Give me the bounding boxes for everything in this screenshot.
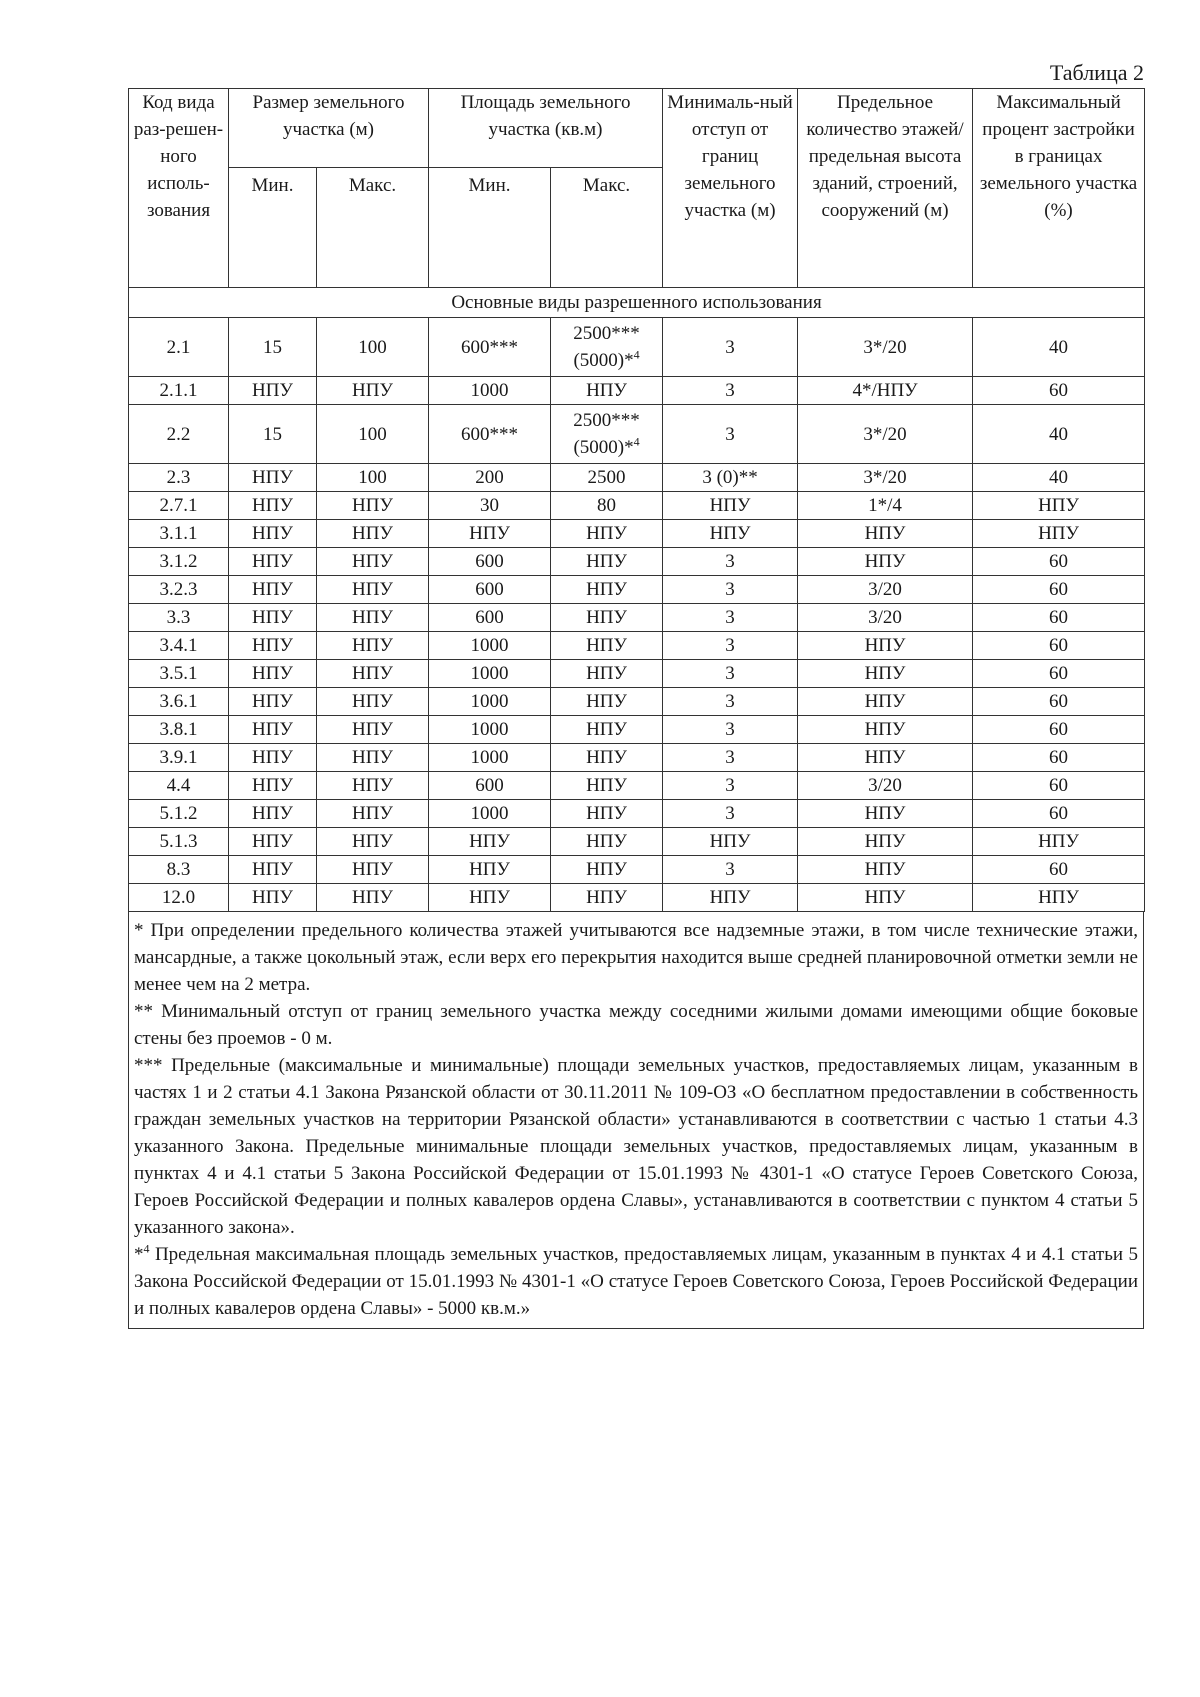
cell-area-min: 600*** bbox=[429, 405, 551, 464]
table-caption: Таблица 2 bbox=[1049, 60, 1144, 85]
cell-area-min: 200 bbox=[429, 464, 551, 492]
cell-setback: НПУ bbox=[663, 520, 798, 548]
cell-size-max: НПУ bbox=[317, 576, 429, 604]
cell-area-min: 600 bbox=[429, 576, 551, 604]
header-size-max: Макс. bbox=[317, 168, 429, 288]
cell-area-max: НПУ bbox=[551, 884, 663, 912]
cell-size-max: НПУ bbox=[317, 744, 429, 772]
cell-setback: 3 bbox=[663, 576, 798, 604]
cell-size-min: 15 bbox=[229, 405, 317, 464]
cell-floors: 3*/20 bbox=[798, 405, 973, 464]
cell-coverage: 60 bbox=[973, 800, 1145, 828]
table-row bbox=[129, 520, 1145, 548]
cell-coverage: НПУ bbox=[973, 884, 1145, 912]
cell-size-max: НПУ bbox=[317, 492, 429, 520]
cell-setback: НПУ bbox=[663, 884, 798, 912]
cell-area-min: 1000 bbox=[429, 632, 551, 660]
cell-size-max: НПУ bbox=[317, 856, 429, 884]
cell-coverage: 40 bbox=[973, 318, 1145, 377]
cell-floors: 4*/НПУ bbox=[798, 377, 973, 405]
cell-area-max: 2500*** (5000)*$^4$ bbox=[551, 405, 663, 464]
cell-coverage: 60 bbox=[973, 772, 1145, 800]
cell-code: 3.5.1 bbox=[129, 660, 229, 688]
cell-coverage: 60 bbox=[973, 377, 1145, 405]
table-row bbox=[129, 716, 1145, 744]
table-row bbox=[129, 772, 1145, 800]
cell-area-max: НПУ bbox=[551, 772, 663, 800]
cell-code: 8.3 bbox=[129, 856, 229, 884]
cell-floors: НПУ bbox=[798, 660, 973, 688]
table-row bbox=[129, 632, 1145, 660]
cell-floors: 3/20 bbox=[798, 772, 973, 800]
cell-code: 2.3 bbox=[129, 464, 229, 492]
cell-coverage: 40 bbox=[973, 464, 1145, 492]
table-row bbox=[129, 688, 1145, 716]
cell-area-max: НПУ bbox=[551, 716, 663, 744]
cell-setback: 3 bbox=[663, 688, 798, 716]
cell-coverage: НПУ bbox=[973, 492, 1145, 520]
cell-floors: 3*/20 bbox=[798, 464, 973, 492]
cell-coverage: 60 bbox=[973, 604, 1145, 632]
cell-floors: 3/20 bbox=[798, 604, 973, 632]
table-row bbox=[129, 405, 1145, 464]
cell-setback: 3 bbox=[663, 632, 798, 660]
cell-area-max: НПУ bbox=[551, 548, 663, 576]
cell-size-min: НПУ bbox=[229, 464, 317, 492]
cell-floors: НПУ bbox=[798, 548, 973, 576]
cell-setback: 3 bbox=[663, 405, 798, 464]
header-floors: Предельное количество этажей/ предельная высота зданий, строений, сооружений (м) bbox=[798, 89, 973, 288]
cell-code: 3.8.1 bbox=[129, 716, 229, 744]
cell-floors: НПУ bbox=[798, 688, 973, 716]
cell-setback: 3 bbox=[663, 744, 798, 772]
cell-setback: 3 bbox=[663, 318, 798, 377]
cell-size-min: НПУ bbox=[229, 744, 317, 772]
cell-setback: 3 bbox=[663, 800, 798, 828]
cell-size-max: НПУ bbox=[317, 716, 429, 744]
cell-code: 5.1.3 bbox=[129, 828, 229, 856]
table-row bbox=[129, 884, 1145, 912]
cell-setback: 3 bbox=[663, 377, 798, 405]
table-row bbox=[129, 828, 1145, 856]
table-body bbox=[129, 288, 1145, 912]
cell-area-min: 30 bbox=[429, 492, 551, 520]
cell-area-min: 1000 bbox=[429, 688, 551, 716]
cell-code: 2.7.1 bbox=[129, 492, 229, 520]
cell-area-max: НПУ bbox=[551, 576, 663, 604]
cell-size-min: НПУ bbox=[229, 772, 317, 800]
cell-area-max: НПУ bbox=[551, 800, 663, 828]
header-area-min: Мин. bbox=[429, 168, 551, 288]
cell-area-min: 600*** bbox=[429, 318, 551, 377]
cell-code: 2.2 bbox=[129, 405, 229, 464]
cell-setback: 3 bbox=[663, 548, 798, 576]
cell-area-min: 600 bbox=[429, 548, 551, 576]
cell-size-max: НПУ bbox=[317, 632, 429, 660]
cell-floors: НПУ bbox=[798, 716, 973, 744]
cell-size-max: 100 bbox=[317, 405, 429, 464]
cell-size-max: НПУ bbox=[317, 520, 429, 548]
cell-area-min: 1000 bbox=[429, 660, 551, 688]
footnote-2: ** Минимальный отступ от границ земельного участка между соседними жилыми домами имеющими общие боковые стены без проемов - 0 м. bbox=[134, 1001, 1138, 1049]
cell-code: 12.0 bbox=[129, 884, 229, 912]
footnote-4: *$^4$ Предельная максимальная площадь земельных участков, предоставляемых лицам, указанным в пунктах 4 и 4.1 статьи 5 Закона Российской Федерации от 15.01.1993 № 4301-1 «О статусе Героев Советского Союза, Героев Российской Федерации и полных кавалеров ордена Славы» - 5000 кв.м.» bbox=[134, 1241, 1138, 1319]
cell-size-max: НПУ bbox=[317, 688, 429, 716]
cell-area-max: НПУ bbox=[551, 632, 663, 660]
cell-coverage: 60 bbox=[973, 744, 1145, 772]
cell-size-min: НПУ bbox=[229, 492, 317, 520]
cell-size-max: НПУ bbox=[317, 884, 429, 912]
cell-area-min: 1000 bbox=[429, 377, 551, 405]
cell-size-min: 15 bbox=[229, 318, 317, 377]
cell-code: 3.1.2 bbox=[129, 548, 229, 576]
cell-coverage: 60 bbox=[973, 576, 1145, 604]
cell-code: 3.4.1 bbox=[129, 632, 229, 660]
table-row bbox=[129, 464, 1145, 492]
table-row bbox=[129, 604, 1145, 632]
cell-setback: 3 bbox=[663, 716, 798, 744]
header-setback: Минималь-ный отступ от границ земельного участка (м) bbox=[663, 89, 798, 288]
cell-area-min: 1000 bbox=[429, 744, 551, 772]
cell-coverage: НПУ bbox=[973, 828, 1145, 856]
cell-area-max: НПУ bbox=[551, 604, 663, 632]
table-row bbox=[129, 660, 1145, 688]
cell-area-max: 2500*** (5000)*$^4$ bbox=[551, 318, 663, 377]
cell-area-max: НПУ bbox=[551, 377, 663, 405]
cell-area-max: 80 bbox=[551, 492, 663, 520]
cell-size-max: НПУ bbox=[317, 772, 429, 800]
cell-size-min: НПУ bbox=[229, 604, 317, 632]
cell-code: 3.6.1 bbox=[129, 688, 229, 716]
cell-size-max: НПУ bbox=[317, 828, 429, 856]
cell-area-max: НПУ bbox=[551, 520, 663, 548]
cell-area-min: НПУ bbox=[429, 520, 551, 548]
cell-size-min: НПУ bbox=[229, 828, 317, 856]
table-row bbox=[129, 576, 1145, 604]
header-size-min: Мин. bbox=[229, 168, 317, 288]
cell-setback: 3 bbox=[663, 856, 798, 884]
cell-size-min: НПУ bbox=[229, 716, 317, 744]
cell-coverage: 60 bbox=[973, 688, 1145, 716]
cell-area-min: 1000 bbox=[429, 716, 551, 744]
cell-floors: 1*/4 bbox=[798, 492, 973, 520]
cell-code: 5.1.2 bbox=[129, 800, 229, 828]
cell-setback: 3 bbox=[663, 660, 798, 688]
cell-area-min: НПУ bbox=[429, 856, 551, 884]
cell-coverage: 60 bbox=[973, 632, 1145, 660]
cell-size-min: НПУ bbox=[229, 576, 317, 604]
table-row bbox=[129, 744, 1145, 772]
cell-floors: 3/20 bbox=[798, 576, 973, 604]
cell-area-min: НПУ bbox=[429, 828, 551, 856]
cell-area-max: 2500 bbox=[551, 464, 663, 492]
section-title: Основные виды разрешенного использования bbox=[129, 288, 1145, 318]
cell-area-max: НПУ bbox=[551, 660, 663, 688]
cell-setback: НПУ bbox=[663, 492, 798, 520]
cell-floors: 3*/20 bbox=[798, 318, 973, 377]
regulations-table bbox=[128, 88, 1145, 912]
cell-size-max: 100 bbox=[317, 318, 429, 377]
cell-code: 4.4 bbox=[129, 772, 229, 800]
cell-floors: НПУ bbox=[798, 520, 973, 548]
cell-floors: НПУ bbox=[798, 744, 973, 772]
cell-area-max: НПУ bbox=[551, 688, 663, 716]
cell-size-min: НПУ bbox=[229, 800, 317, 828]
footnotes bbox=[128, 912, 1144, 1329]
cell-setback: 3 (0)** bbox=[663, 464, 798, 492]
table-row bbox=[129, 856, 1145, 884]
cell-code: 3.1.1 bbox=[129, 520, 229, 548]
cell-size-max: НПУ bbox=[317, 548, 429, 576]
table-row bbox=[129, 318, 1145, 377]
cell-area-min: 600 bbox=[429, 772, 551, 800]
cell-coverage: НПУ bbox=[973, 520, 1145, 548]
cell-size-min: НПУ bbox=[229, 688, 317, 716]
cell-size-max: 100 bbox=[317, 464, 429, 492]
cell-setback: 3 bbox=[663, 604, 798, 632]
footnote-3: *** Предельные (максимальные и минимальные) площади земельных участков, предоставляемых лицам, указанным в частях 1 и 2 статьи 4.1 Закона Рязанской области от 30.11.2011 № 109-ОЗ «О бесплатном предоставлении в собственность граждан земельных участков на территории Рязанской области» устанавливаются в соответствии с частью 1 статьи 4.3 указанного Закона. Предельные минимальные площади земельных участков, предоставляемых лицам, указанным в пунктах 4 и 4.1 статьи 5 Закона Российской Федерации от 15.01.1993 № 4301-1 «О статусе Героев Советского Союза, Героев Российской Федерации и полных кавалеров ордена Славы», устанавливаются в соответствии с пунктом 4 статьи 5 указанного закона». bbox=[134, 1055, 1138, 1238]
cell-size-min: НПУ bbox=[229, 660, 317, 688]
cell-area-min: 600 bbox=[429, 604, 551, 632]
cell-coverage: 60 bbox=[973, 660, 1145, 688]
cell-coverage: 60 bbox=[973, 716, 1145, 744]
cell-code: 2.1 bbox=[129, 318, 229, 377]
cell-area-min: 1000 bbox=[429, 800, 551, 828]
cell-size-max: НПУ bbox=[317, 800, 429, 828]
cell-setback: НПУ bbox=[663, 828, 798, 856]
cell-floors: НПУ bbox=[798, 884, 973, 912]
table-row bbox=[129, 492, 1145, 520]
cell-size-min: НПУ bbox=[229, 520, 317, 548]
cell-size-min: НПУ bbox=[229, 548, 317, 576]
cell-size-max: НПУ bbox=[317, 377, 429, 405]
cell-area-max: НПУ bbox=[551, 828, 663, 856]
cell-setback: 3 bbox=[663, 772, 798, 800]
document-page bbox=[128, 58, 1144, 1329]
cell-area-min: НПУ bbox=[429, 884, 551, 912]
cell-size-min: НПУ bbox=[229, 632, 317, 660]
cell-coverage: 40 bbox=[973, 405, 1145, 464]
cell-area-max: НПУ bbox=[551, 744, 663, 772]
cell-floors: НПУ bbox=[798, 800, 973, 828]
cell-code: 2.1.1 bbox=[129, 377, 229, 405]
footnote-1: * При определении предельного количества этажей учитываются все надземные этажи, в том числе технические этажи, мансардные, а также цокольный этаж, если верх его перекрытия находится выше средней планировочной отметки земли не менее чем на 2 метра. bbox=[134, 920, 1138, 995]
cell-size-min: НПУ bbox=[229, 377, 317, 405]
cell-coverage: 60 bbox=[973, 548, 1145, 576]
cell-size-min: НПУ bbox=[229, 884, 317, 912]
cell-floors: НПУ bbox=[798, 828, 973, 856]
cell-code: 3.9.1 bbox=[129, 744, 229, 772]
cell-coverage: 60 bbox=[973, 856, 1145, 884]
header-area-max: Макс. bbox=[551, 168, 663, 288]
table-row bbox=[129, 377, 1145, 405]
cell-area-max: НПУ bbox=[551, 856, 663, 884]
header-code: Код вида раз-решен-ного исполь-зования bbox=[129, 89, 229, 288]
header-coverage: Максимальный процент застройки в границах земельного участка (%) bbox=[973, 89, 1145, 288]
cell-size-max: НПУ bbox=[317, 604, 429, 632]
cell-floors: НПУ bbox=[798, 856, 973, 884]
cell-code: 3.2.3 bbox=[129, 576, 229, 604]
table-row bbox=[129, 548, 1145, 576]
table-row bbox=[129, 800, 1145, 828]
header-plot-area: Площадь земельного участка (кв.м) bbox=[429, 89, 663, 168]
cell-size-max: НПУ bbox=[317, 660, 429, 688]
cell-size-min: НПУ bbox=[229, 856, 317, 884]
cell-floors: НПУ bbox=[798, 632, 973, 660]
cell-code: 3.3 bbox=[129, 604, 229, 632]
header-plot-size: Размер земельного участка (м) bbox=[229, 89, 429, 168]
